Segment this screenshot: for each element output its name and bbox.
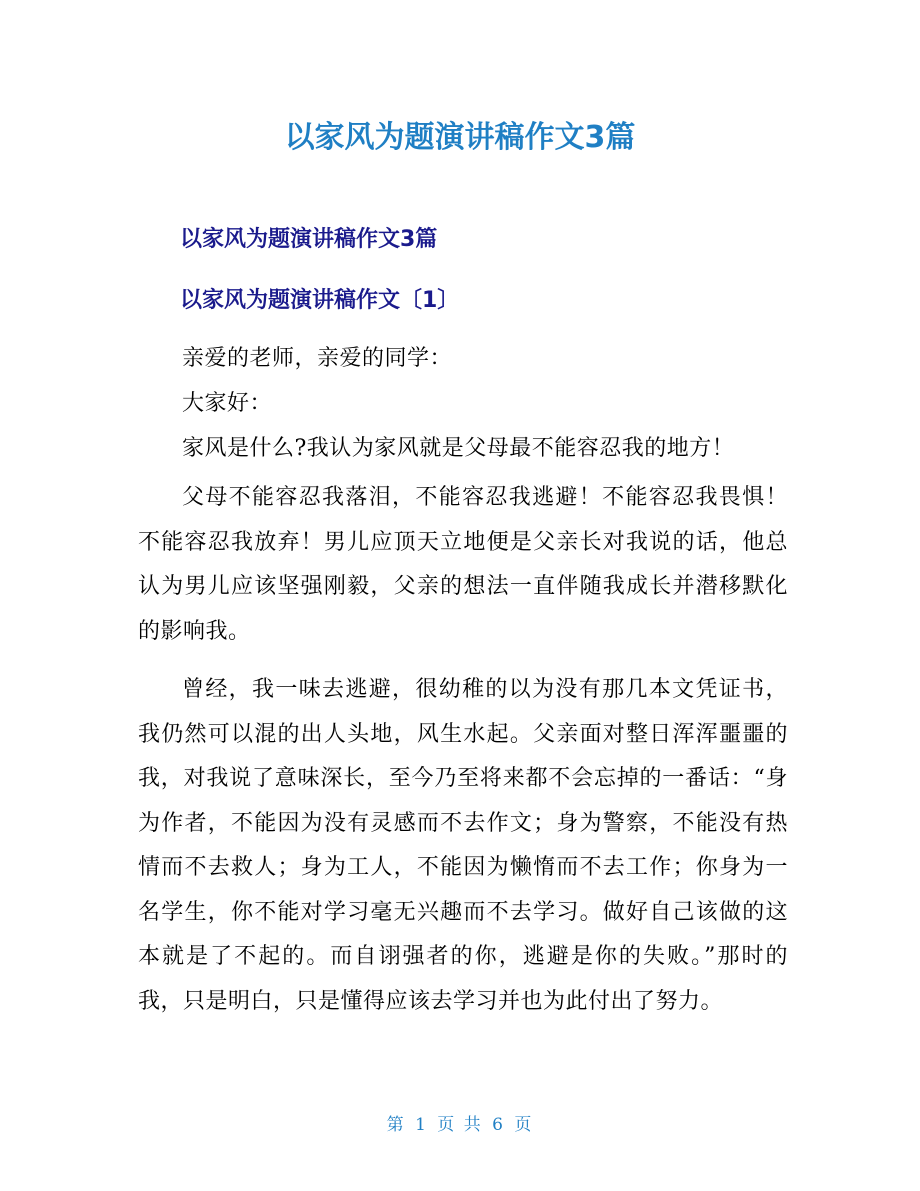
section-heading: 以家风为题演讲稿作文〔1〕 bbox=[180, 288, 460, 313]
paragraph-parents: 父母不能容忍我落泪，不能容忍我逃避！不能容忍我畏惧！不能容忍我放弃！男儿应顶天立地便是父亲长对我说的话，他总认为男儿应该坚强刚毅，父亲的想法一直伴随我成长并潜移默化的影响我。 bbox=[138, 485, 788, 644]
paragraph-salutation: 大家好： bbox=[182, 391, 273, 416]
footer-total-pages: 6 bbox=[492, 1115, 505, 1135]
main-heading: 以家风为题演讲稿作文3篇 bbox=[180, 227, 438, 252]
document-title: 以家风为题演讲稿作文3篇 bbox=[284, 120, 636, 155]
footer-prefix: 第 bbox=[386, 1115, 406, 1135]
page-footer bbox=[0, 1113, 920, 1137]
footer-middle: 页 共 bbox=[437, 1115, 483, 1135]
paragraph-father-speech: 曾经，我一味去逃避，很幼稚的以为没有那几本文凭证书，我仍然可以混的出人头地，风生水起。父亲面对整日浑浑噩噩的我，对我说了意味深长，至今乃至将来都不会忘掉的一番话：“身为作者，不能因为没有灵感而不去作文；身为警察，不能没有热情而不去救人；身为工人，不能因为懒惰而不去工作；你身为一名学生，你不能对学习毫无兴趣而不去学习。做好自己该做的这本就是了不起的。而自诩强者的你，逃避是你的失败。”那时的我，只是明白，只是懂得应该去学习并也为此付出了努力。 bbox=[138, 677, 788, 1014]
paragraph-question: 家风是什么?我认为家风就是父母最不能容忍我的地方！ bbox=[182, 436, 735, 461]
footer-suffix: 页 bbox=[514, 1115, 534, 1135]
footer-page-number: 1 bbox=[415, 1115, 428, 1135]
paragraph-greeting: 亲爱的老师，亲爱的同学： bbox=[182, 346, 453, 371]
